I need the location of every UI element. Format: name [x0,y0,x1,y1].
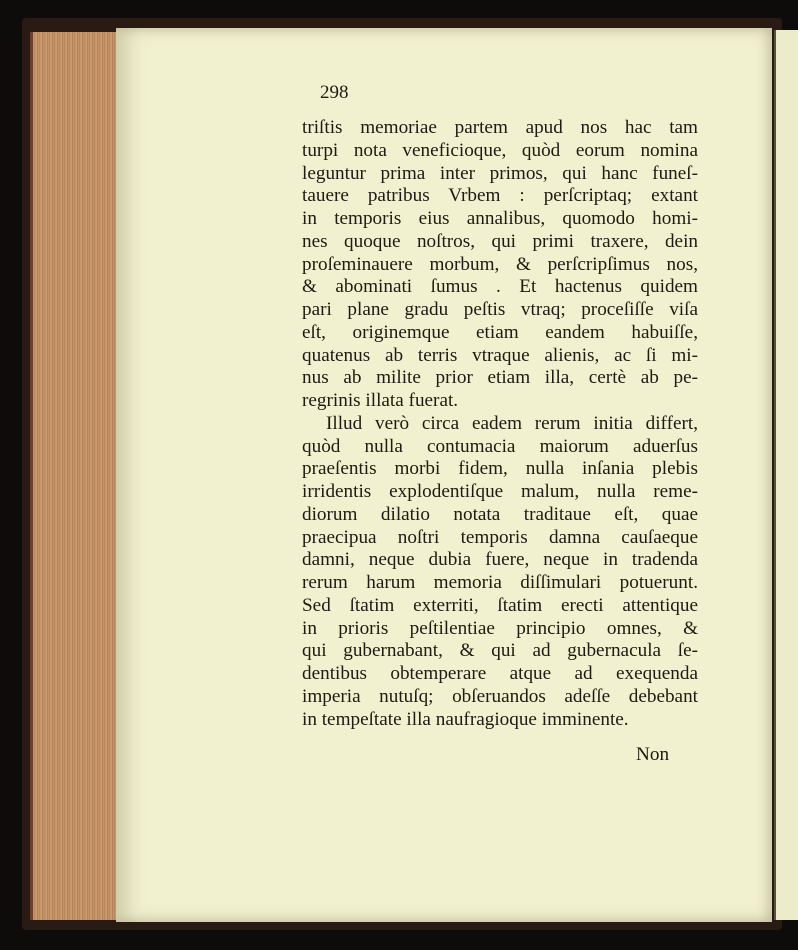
text-line: qui gubernabant, & qui ad gubernacula ſe- [302,640,698,662]
text-line: tauere patribus Vrbem : perſcriptaq; extant [302,185,698,207]
text-line: rerum harum memoria diſſimulari potuerunt. [302,572,698,593]
text-line: irridentis explodentiſque malum, nulla reme- [302,481,698,502]
page-edges [30,32,121,920]
paragraph-2 [302,413,698,732]
text-line: imperia nutuſq; obſeruandos adeſſe debebant [302,685,698,707]
text-line: diorum dilatio notata traditaue eſt, quae [302,503,698,525]
text-line: nus ab milite prior etiam illa, certè ab pe- [302,367,698,389]
text-line: proſeminauere morbum, & perſcripſimus nos, [302,253,698,275]
text-line: damni, neque dubia fuere, neque in tradenda [302,549,698,571]
text-line: quatenus ab terris vtraque alienis, ac ſi mi- [302,344,698,366]
text-line: dentibus obtemperare atque ad exequenda [302,663,698,684]
text-line: quòd nulla contumacia maiorum aduerſus [302,435,698,457]
text-line: eſt, originemque etiam eandem habuiſſe, [302,321,698,343]
text-line: Sed ſtatim exterriti, ſtatim erecti attentique [302,594,698,616]
page-number: 298 [320,82,349,103]
text-line: leguntur prima inter primos, qui hanc funeſ- [302,162,698,184]
page-text [302,117,698,731]
text-line: regrinis illata fuerat. [302,390,459,411]
text-line: in temporis eius annalibus, quomodo homi- [302,208,698,229]
text-line: in prioris peſtilentiae principio omnes, & [302,617,698,639]
paragraph-1 [302,117,698,413]
text-line: & abominati ſumus . Et hactenus quidem [302,276,698,298]
text-line: praeſentis morbi fidem, nulla inſania plebis [302,458,698,480]
text-line: in tempeſtate illa naufragioque imminente. [302,708,629,730]
facing-page-edge [774,30,798,920]
text-line: Illud verò circa eadem rerum initia differt, [326,412,698,434]
text-line: turpi nota veneficioque, quòd eorum nomina [302,139,698,161]
text-line: praecipua noſtri temporis damna cauſaeque [302,526,698,548]
text-line: pari plane gradu peſtis vtraq; proceſiſſe viſa [302,299,698,320]
text-line: triſtis memoriae partem apud nos hac tam [302,117,698,138]
text-line: nes quoque noſtros, qui primi traxere, dein [302,230,698,252]
catchword: Non [636,744,670,765]
